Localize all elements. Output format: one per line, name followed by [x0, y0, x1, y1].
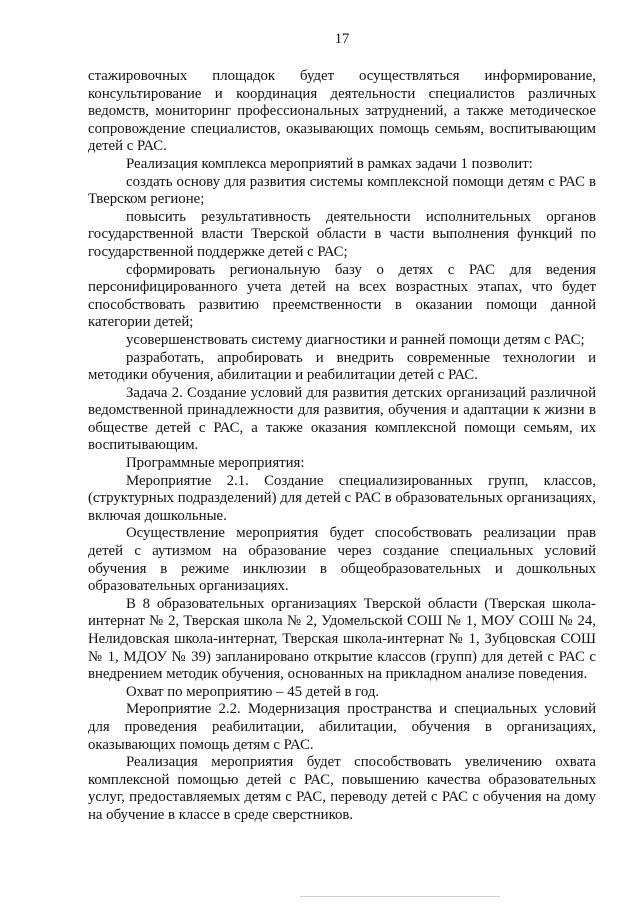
paragraph: В 8 образовательных организациях Тверской области (Тверская школа-интернат № 2, Тверская школа № 2, Удомельской СОШ № 1, МОУ СОШ № 24, Нелидовская школа-интернат, Тверская школа-интернат № 1, Зубцовская СОШ № 1, МДОУ № 39) запланировано открытие классов (групп) для детей с РАС с внедрением методик обучения, основанных на прикладном анализе поведения. — [88, 595, 596, 683]
paragraph: усовершенствовать систему диагностики и ранней помощи детям с РАС; — [126, 331, 585, 348]
paragraph: создать основу для развития системы комплексной помощи детям с РАС в Тверском регионе; — [88, 173, 596, 208]
paragraph: повысить результативность деятельности исполнительных органов государственной власти Тверской области в части выполнения функций по государственной поддержке детей с РАС; — [88, 208, 596, 260]
paragraph: Мероприятие 2.1. Создание специализированных групп, классов, (структурных подразделений) для детей с РАС в образовательных организациях, включая дошкольные. — [88, 472, 596, 524]
paragraph: Охват по мероприятию – 45 детей в год. — [126, 683, 380, 700]
paragraph: Реализация мероприятия будет способствовать увеличению охвата комплексной помощью детей с РАС, повышению качества образовательных услуг, предоставляемых детям с РАС, переводу детей с РАС с обучения на дому на обучение в классе в среде сверстников. — [88, 754, 596, 823]
paragraph: Программные мероприятия: — [126, 455, 305, 472]
paragraph: Реализация комплекса мероприятий в рамках задачи 1 позволит: — [126, 155, 533, 172]
bottom-scan-line — [300, 896, 500, 897]
page-number: 17 — [334, 31, 350, 47]
paragraph: разработать, апробировать и внедрить современные технологии и методики обучения, абилитации и реабилитации детей с РАС. — [88, 349, 596, 384]
paragraph: сформировать региональную базу о детях с РАС для ведения персонифицированного учета детей на всех возрастных этапах, что будет способствовать развитию преемственности в оказании помощи данной категории детей; — [88, 261, 596, 331]
document-body — [88, 68, 596, 825]
paragraph: стажировочных площадок будет осуществляться информирование, консультирование и координация деятельности специалистов различных ведомств, мониторинг профессиональных затруднений, а также методическое сопровождение специалистов, оказывающих помощь семьям, воспитывающим детей с РАС. — [88, 68, 596, 155]
paragraph: Осуществление мероприятия будет способствовать реализации прав детей с аутизмом на образование через создание специальных условий обучения в режиме инклюзии в общеобразовательных и дошкольных образовательных организациях. — [88, 525, 596, 595]
paragraph: Задача 2. Создание условий для развития детских организаций различной ведомственной принадлежности для развития, обучения и адаптации к жизни в обществе детей с РАС, а также оказания комплексной помощи семьям, их воспитывающим. — [88, 384, 596, 454]
paragraph: Мероприятие 2.2. Модернизация пространства и специальных условий для проведения реабилитации, абилитации, обучения в организациях, оказывающих помощь детям с РАС. — [88, 701, 596, 753]
document-page — [88, 30, 596, 825]
